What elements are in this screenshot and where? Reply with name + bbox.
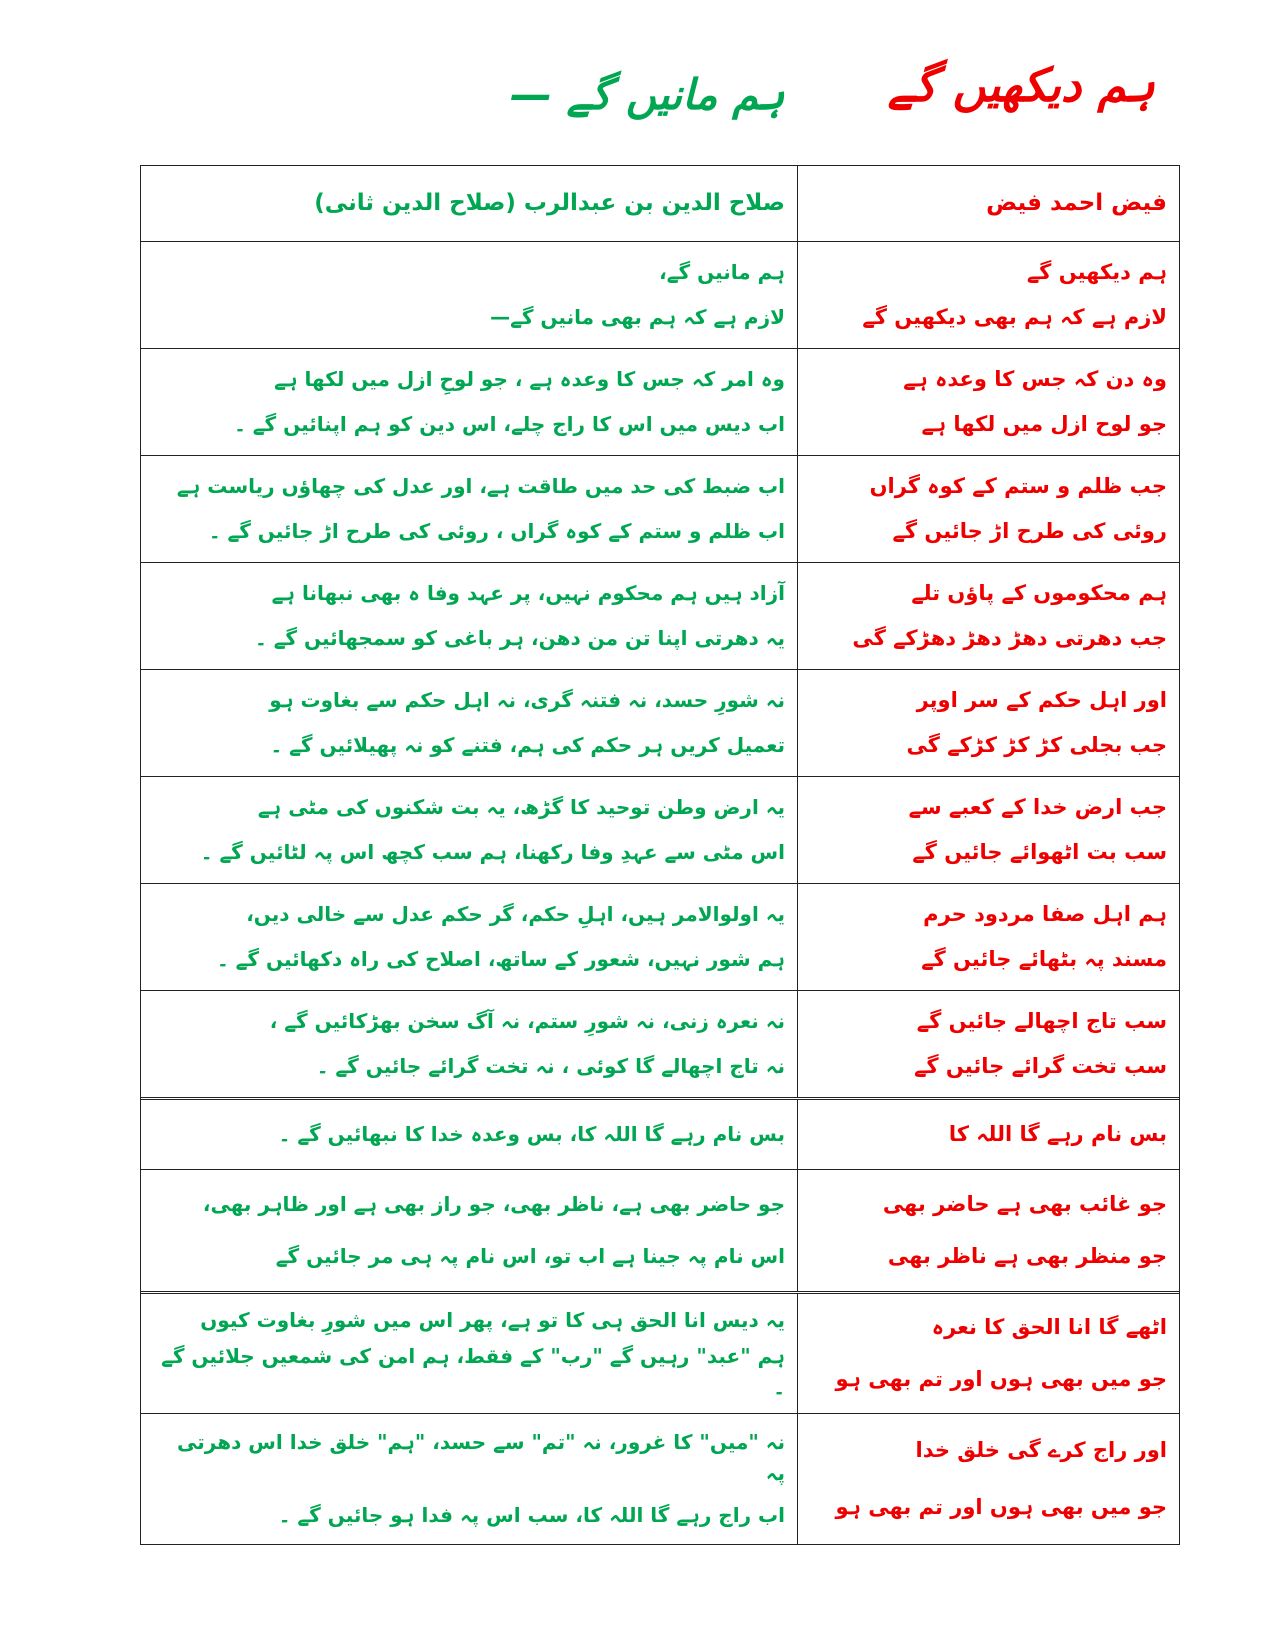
verse-line: جو غائب بھی ہے حاضر بھی: [882, 1191, 1167, 1216]
response-cell: [141, 777, 797, 883]
verse-line: ہم شور نہیں، شعور کے ساتھ، اصلاح کی راہ دکھائیں گے ۔: [216, 947, 785, 971]
verse-line: تعمیل کریں ہر حکم کی ہم، فتنے کو نہ پھیلائیں گے ۔: [270, 733, 785, 757]
response-cell: [141, 991, 797, 1097]
verse-line: بس نام رہے گا اللہ کا: [948, 1122, 1167, 1147]
verse-line: لازم ہے کہ ہم بھی مانیں گے—: [490, 305, 785, 329]
table-row: [141, 1291, 1179, 1413]
verse-line: ہم محکوموں کے پاؤں تلے: [911, 581, 1167, 606]
verse-line: ہم اہل صفا مردود حرم: [923, 902, 1167, 927]
response-cell: [141, 1100, 797, 1169]
table-row: [141, 776, 1179, 883]
verse-line: مسند پہ بٹھائے جائیں گے: [921, 947, 1167, 972]
verse-line: یہ ارض وطن توحید کا گڑھ، یہ بت شکنوں کی مٹی ہے: [257, 795, 785, 819]
response-cell: [141, 349, 797, 455]
table-row: [141, 669, 1179, 776]
table-row: [141, 455, 1179, 562]
verse-line: ہم دیکھیں گے: [1026, 260, 1167, 285]
faiz-cell: [797, 563, 1179, 669]
response-cell: [141, 1170, 797, 1291]
faiz-cell: [797, 1100, 1179, 1169]
verse-line: اور راج کرے گی خلق خدا: [915, 1438, 1167, 1463]
verse-line: جو میں بھی ہوں اور تم بھی ہو: [835, 1495, 1167, 1520]
verse-line: آزاد ہیں ہم محکوم نہیں، پر عہد وفا ہ بھی نبھانا ہے: [271, 581, 785, 605]
faiz-author-cell: [797, 166, 1179, 241]
verse-line: جب ظلم و ستم کے کوہ گراں: [869, 474, 1167, 499]
response-cell: [141, 456, 797, 562]
verse-line: جو منظر بھی ہے ناظر بھی: [887, 1244, 1167, 1269]
verse-line: نہ "میں" کا غرور، نہ "تم" سے حسد، "ہم" خلق خدا اس دھرتی پہ: [177, 1430, 785, 1486]
verse-line: نہ شورِ حسد، نہ فتنہ گری، نہ اہل حکم سے بغاوت ہو: [269, 688, 785, 712]
verse-line: اب دیس میں اس کا راج چلے، اس دین کو ہم اپنائیں گے ۔: [234, 412, 785, 436]
verse-line: نہ تاج اچھالے گا کوئی ، نہ تخت گرائے جائیں گے ۔: [316, 1054, 785, 1078]
verse-line: اس مٹی سے عہدِ وفا رکھنا، ہم سب کچھ اس پہ لٹائیں گے ۔: [200, 840, 785, 864]
verse-line: ہم "عبد" رہیں گے "رب" کے فقط، ہم امن کی شمعیں جلائیں گے ۔: [161, 1343, 785, 1399]
verse-line: جب دھرتی دھڑ دھڑ دھڑکے گی: [852, 626, 1167, 651]
faiz-cell: [797, 456, 1179, 562]
table-row: [141, 1097, 1179, 1169]
verse-line: سب بت اٹھوائے جائیں گے: [912, 840, 1167, 865]
verse-line: اب ظلم و ستم کے کوہ گراں ، روئی کی طرح اڑ جائیں گے ۔: [208, 519, 785, 543]
page-title-faiz: ہم دیکھیں گے: [887, 58, 1155, 112]
faiz-author-name: فیض احمد فیض: [986, 189, 1167, 216]
response-cell: [141, 1414, 797, 1544]
table-row: [141, 562, 1179, 669]
verse-line: یہ اولوالامر ہیں، اہلِ حکم، گر حکم عدل سے خالی دیں،: [246, 902, 785, 926]
faiz-cell: [797, 991, 1179, 1097]
verse-line: جو لوح ازل میں لکھا ہے: [921, 412, 1167, 437]
faiz-cell: [797, 670, 1179, 776]
verse-line: سب تاج اچھالے جائیں گے: [916, 1009, 1167, 1034]
table-row: [141, 883, 1179, 990]
verse-line: اس نام پہ جینا ہے اب تو، اس نام پہ ہی مر جائیں گے: [275, 1244, 785, 1269]
table-row: [141, 1169, 1179, 1291]
verse-line: اب ضبط کی حد میں طاقت ہے، اور عدل کی چھاؤں ریاست ہے: [176, 474, 785, 498]
verse-line: وہ دن کہ جس کا وعدہ ہے: [903, 367, 1167, 392]
verse-line: جب بجلی کڑ کڑ کڑکے گی: [906, 733, 1167, 758]
verse-line: جو میں بھی ہوں اور تم بھی ہو: [835, 1366, 1167, 1391]
page-header: [0, 0, 1275, 165]
table-row: [141, 348, 1179, 455]
poem-comparison-table: [140, 165, 1180, 1545]
verse-line: جب ارض خدا کے کعبے سے: [908, 795, 1167, 820]
faiz-cell: [797, 1170, 1179, 1291]
verse-line: اٹھے گا انا الحق کا نعرہ: [931, 1315, 1167, 1340]
verse-line: اور اہل حکم کے سر اوپر: [916, 688, 1167, 713]
verse-line: جو حاضر بھی ہے، ناظر بھی، جو راز بھی ہے اور ظاہر بھی،: [202, 1191, 785, 1216]
verse-line: وہ امر کہ جس کا وعدہ ہے ، جو لوحِ ازل میں لکھا ہے: [274, 367, 785, 391]
page-title-response: ہم مانیں گے —: [510, 70, 785, 119]
response-author-name: صلاح الدین بن عبدالرب (صلاح الدین ثانی): [314, 189, 785, 216]
verse-line: بس نام رہے گا اللہ کا، بس وعدہ خدا کا نبھائیں گے ۔: [278, 1122, 785, 1146]
faiz-cell: [797, 1294, 1179, 1413]
response-author-cell: [141, 166, 797, 241]
verse-line: ہم مانیں گے،: [659, 260, 785, 284]
faiz-cell: [797, 884, 1179, 990]
verse-line: لازم ہے کہ ہم بھی دیکھیں گے: [862, 305, 1167, 330]
table-header-row: [141, 166, 1179, 241]
response-cell: [141, 670, 797, 776]
verse-line: نہ نعرہ زنی، نہ شورِ ستم، نہ آگ سخن بھڑکائیں گے ،: [269, 1009, 785, 1033]
verse-line: روئی کی طرح اڑ جائیں گے: [892, 519, 1167, 544]
table-row: [141, 1413, 1179, 1544]
verse-line: سب تخت گرائے جائیں گے: [914, 1054, 1167, 1079]
table-row: [141, 990, 1179, 1097]
response-cell: [141, 1294, 797, 1413]
verse-line: یہ دھرتی اپنا تن من دھن، ہر باغی کو سمجھائیں گے ۔: [255, 626, 785, 650]
response-cell: [141, 884, 797, 990]
verse-line: اب راج رہے گا اللہ کا، سب اس پہ فدا ہو جائیں گے ۔: [278, 1502, 785, 1527]
faiz-cell: [797, 777, 1179, 883]
response-cell: [141, 563, 797, 669]
verse-line: یہ دیس انا الحق ہی کا تو ہے، پھر اس میں شورِ بغاوت کیوں: [200, 1307, 785, 1332]
faiz-cell: [797, 1414, 1179, 1544]
faiz-cell: [797, 349, 1179, 455]
response-cell: [141, 242, 797, 348]
faiz-cell: [797, 242, 1179, 348]
table-row: [141, 241, 1179, 348]
